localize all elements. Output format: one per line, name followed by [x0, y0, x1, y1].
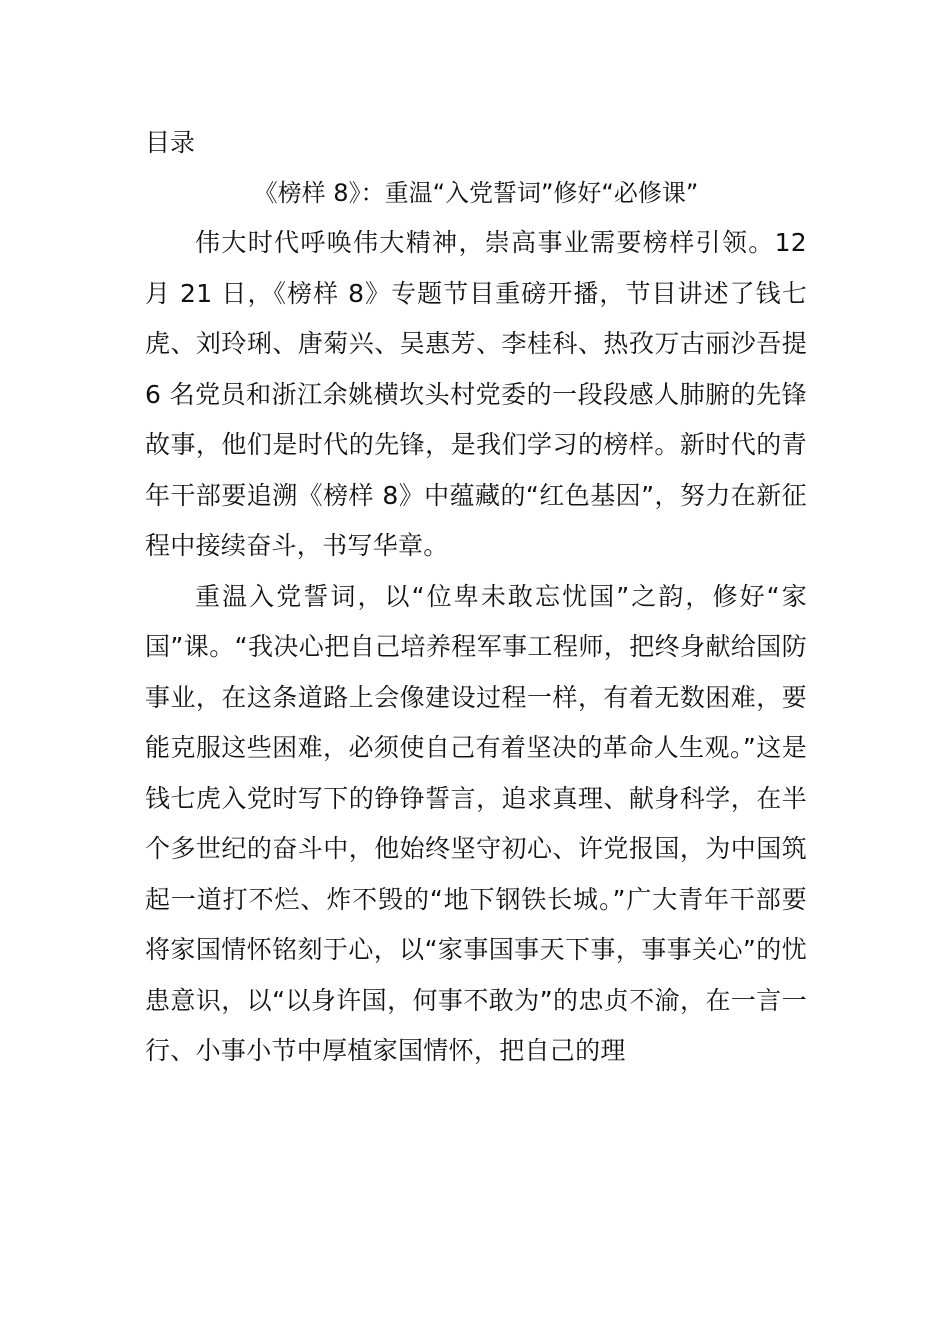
document-title: 《榜样 8》：重温“入党誓词”修好“必修课”	[253, 179, 699, 207]
document-body	[145, 118, 807, 1077]
paragraph: 伟大时代呼唤伟大精神，崇高事业需要榜样引领。12月 21 日，《榜样 8》专题节目重磅开播，节目讲述了钱七虎、刘玲琍、唐菊兴、吴惠芳、李桂科、热孜万古丽沙吾提 6 名党员和浙江余姚横坎头村党委的一段段感人肺腑的先锋故事，他们是时代的先锋，是我们学习的榜样。新时代的青年干部要追溯《榜样 8》中蕴藏的“红色基因”，努力在新征程中接续奋斗，书写华章。	[145, 228, 807, 560]
paragraph: 重温入党誓词，以“位卑未敢忘忧国”之韵，修好“家国”课。“我决心把自己培养程军事工程师，把终身献给国防事业，在这条道路上会像建设过程一样，有着无数困难，要能克服这些困难，必须使自己有着坚决的革命人生观。”这是钱七虎入党时写下的铮铮誓言，追求真理、献身科学，在半个多世纪的奋斗中，他始终坚守初心、许党报国，为中国筑起一道打不烂、炸不毁的“地下钢铁长城。”广大青年干部要将家国情怀铭刻于心，以“家事国事天下事，事事关心”的忧患意识，以“以身许国，何事不敢为”的忠贞不渝，在一言一行、小事小节中厚植家国情怀，把自己的理	[145, 581, 807, 1065]
toc-label: 目录	[145, 128, 196, 157]
